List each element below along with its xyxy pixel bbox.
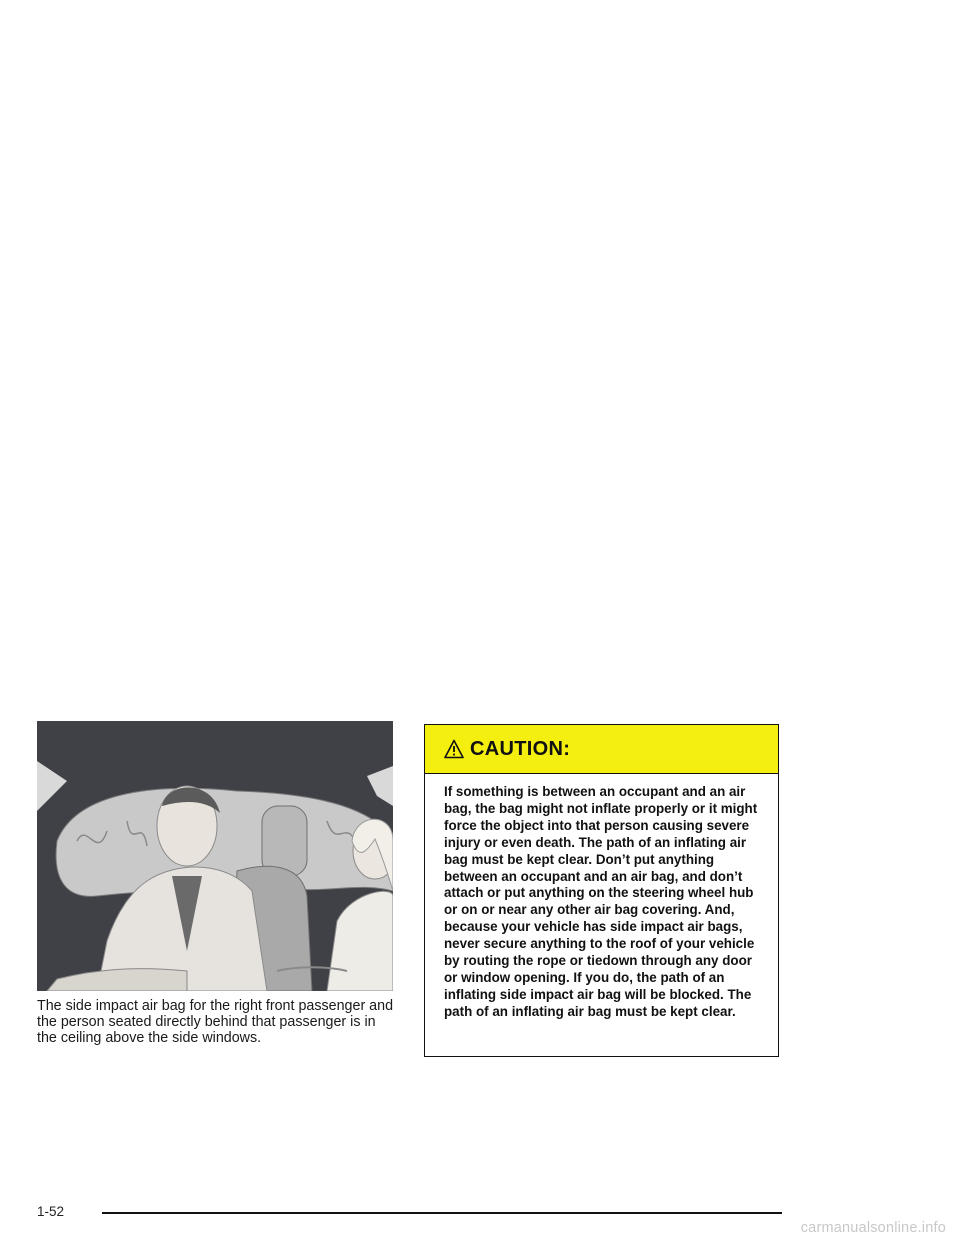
air-bag-illustration	[37, 721, 393, 991]
caution-box	[424, 724, 779, 1057]
caution-header	[425, 725, 778, 774]
caution-text: If something is between an occupant and an air bag, the bag might not inflate properly or it might force the object into that person causing severe injury or even death. The path of an inflating air bag must be kept clear. Don’t put anything between an occupant and an air bag, and don’t attach or put anything on the steering wheel hub or on or near any other air bag covering. And, because your vehicle has side impact air bags, never secure anything to the roof of your vehicle by routing the rope or tiedown through any door or window opening. If you do, the path of an inflating side impact air bag will be blocked. The path of an inflating air bag must be kept clear.	[444, 784, 758, 1019]
figure-caption: The side impact air bag for the right front passenger and the person seated directly behind that passenger is in the ceiling above the side windows.	[37, 998, 394, 1047]
air-bag-scene-image	[37, 721, 393, 991]
footer-divider	[102, 1212, 782, 1214]
watermark: carmanualsonline.info	[800, 1220, 946, 1236]
warning-triangle-icon	[444, 739, 464, 759]
page-number: 1-52	[37, 1204, 65, 1219]
caution-title: CAUTION:	[470, 737, 571, 760]
